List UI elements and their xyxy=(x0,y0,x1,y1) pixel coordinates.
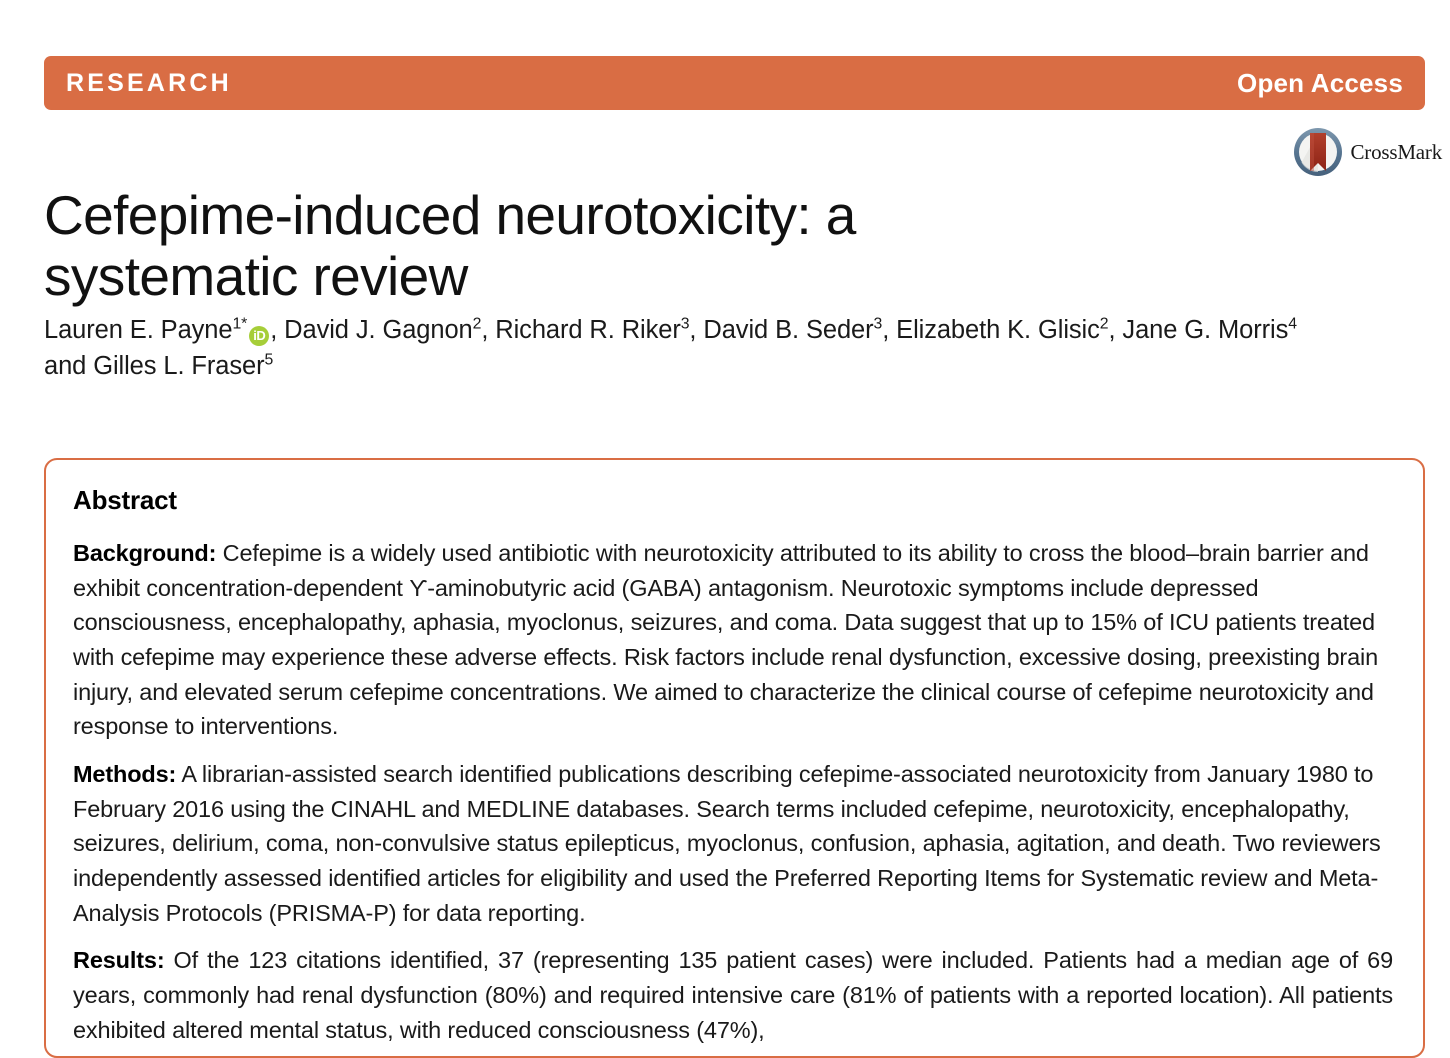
crossmark-badge[interactable] xyxy=(1292,126,1442,178)
author-name-morris: , Jane G. Morris xyxy=(1108,316,1289,344)
abstract-text-results: Of the 123 citations identified, 37 (representing 135 patient cases) were included. Patients had a median age of 69 years, commonly had renal dysfunction (80%) and required intensive care (81% of patients with a reported location). All patients exhibited altered mental status, with reduced consciousness (47%), xyxy=(73,947,1393,1043)
author-affiliation-marker: 2 xyxy=(472,315,482,333)
abstract-heading: Abstract xyxy=(73,485,177,515)
open-access-label: Open Access xyxy=(1237,67,1403,98)
abstract-section-methods xyxy=(73,757,1393,930)
author-name-glisic: , Elizabeth K. Glisic xyxy=(882,316,1100,344)
author-affiliation-marker: 5 xyxy=(264,351,274,369)
orcid-icon[interactable]: iD xyxy=(249,326,269,346)
abstract-label-methods: Methods: xyxy=(73,760,177,787)
author-list xyxy=(44,313,1374,384)
crossmark-label: CrossMark xyxy=(1350,139,1442,164)
article-type-banner xyxy=(44,56,1425,110)
author-affiliation-marker: 1* xyxy=(232,315,248,333)
abstract-label-results: Results: xyxy=(73,947,165,974)
abstract-section-results xyxy=(73,943,1393,1047)
author-name-seder: , David B. Seder xyxy=(689,316,874,344)
author-name-gagnon: , David J. Gagnon xyxy=(270,316,473,344)
author-affiliation-marker: 3 xyxy=(680,315,690,333)
abstract-panel xyxy=(44,458,1425,1058)
abstract-label-background: Background: xyxy=(73,540,217,566)
author-name-payne: Lauren E. Payne xyxy=(44,316,233,344)
research-label: RESEARCH xyxy=(66,68,232,97)
abstract-text-background: Cefepime is a widely used antibiotic with neurotoxicity attributed to its ability to cross the blood–brain barrier and exhibit concentration-dependent ϒ-aminobutyric acid (GABA) antagonism. Neurotoxic symptoms include depressed consciousness, encephalopathy, aphasia, myoclonus, seizures, and coma. Data suggest that up to 15% of ICU patients treated with cefepime may experience these adverse effects. Risk factors include renal dysfunction, excessive dosing, preexisting brain injury, and elevated serum cefepime concentrations. We aimed to characterize the clinical course of cefepime neurotoxicity and response to interventions. xyxy=(73,540,1379,740)
abstract-text-methods: A librarian-assisted search identified publications describing cefepime-associated neurotoxicity from January 1980 to February 2016 using the CINAHL and MEDLINE databases. Search terms included cefepime, neurotoxicity, encephalopathy, seizures, delirium, coma, non-convulsive status epilepticus, myoclonus, confusion, aphasia, agitation, and death. Two reviewers independently assessed identified articles for eligibility and used the Preferred Reporting Items for Systematic review and Meta-Analysis Protocols (PRISMA-P) for data reporting. xyxy=(73,760,1381,926)
page-title: Cefepime-induced neurotoxicity: a systematic review xyxy=(44,183,856,307)
author-name-riker: , Richard R. Riker xyxy=(481,316,681,344)
crossmark-icon xyxy=(1292,126,1344,178)
author-name-fraser: and Gilles L. Fraser xyxy=(44,351,265,380)
author-affiliation-marker: 3 xyxy=(873,315,883,333)
author-affiliation-marker: 2 xyxy=(1099,315,1109,333)
author-affiliation-marker: 4 xyxy=(1288,315,1297,333)
abstract-section-background xyxy=(73,536,1393,744)
